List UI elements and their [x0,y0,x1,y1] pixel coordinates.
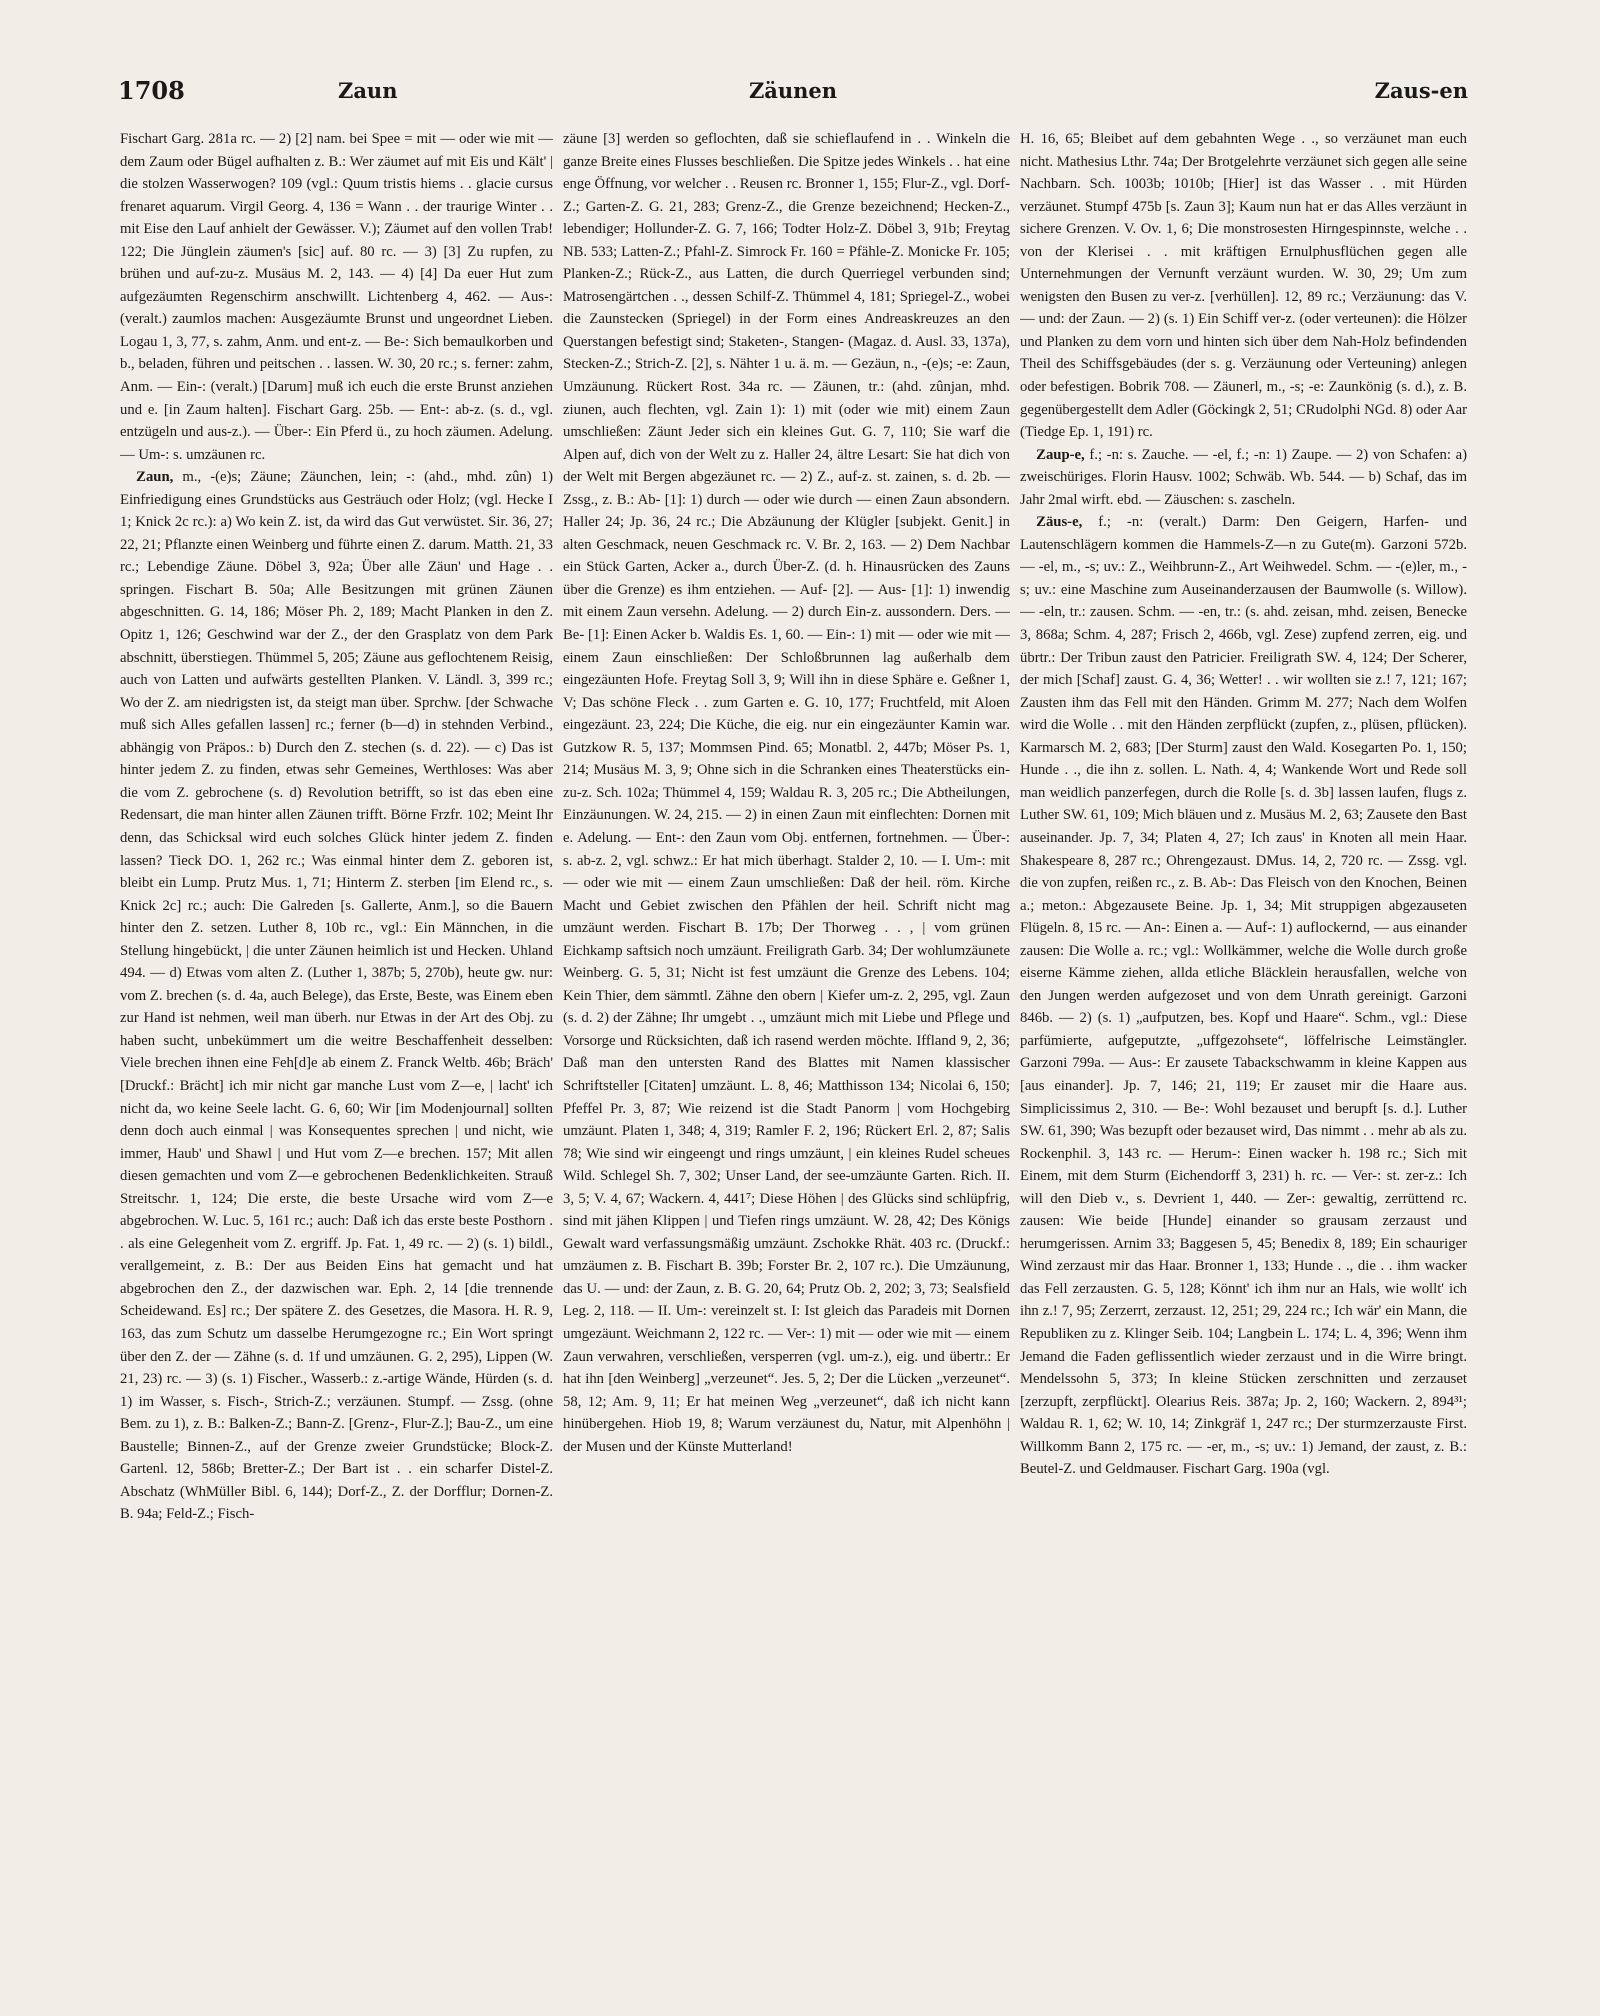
entry-text: H. 16, 65; Bleibet auf dem gebahnten Wege . ., so verzäunet man euch nicht. Mathesius Lthr. 74a; Der Brotgelehrte verzäunet sich gegen alle seine Nachbarn. Sch. 1003b; 1010b; [Hier] ist das Wasser . . mit Hürden verzäunet. Stumpf 475b [s. Zaun 3]; Kaum nun hat er das Alles verzäunt in sichere Grenzen. V. Ov. 1, 6; Die monstrosesten Hirngespinnste, welche . . von der Klerisei . . mit kräftigen Ernulphusflüchen gegen alle Unternehmungen der Vernunft verzäunt wurden. W. 30, 29; Um zum wenigsten den Busen zu ver-z. [verhüllen]. 12, 89 rc.; Verzäunung: das V. — und: der Zaun. — 2) (s. 1) Ein Schiff ver-z. (oder verteunen): die Hölzer und Planken zu dem vorn und hinten sich über dem Nah-Holz befindenden Theil des Schiffsgebäudes (der s. g. Verzäunung oder Verteuning) anlegen oder befestigen. Bobrik 708. — Zäunerl, m., -s; -e: Zaunkönig (s. d.), z. B. gegenübergestellt dem Adler (Göckingk 2, 51; CRudolphi NGd. 8) oder Aar (Tiedge Ep. 1, 191) rc. [1020,131,1467,441]
entry-continuation [563,128,1010,1458]
text-column-3 [1020,128,1467,1908]
entry-continuation [1020,128,1467,444]
entry-text: Fischart Garg. 281a rc. — 2) [2] nam. bei Spee = mit — oder wie mit — dem Zaum oder Bügel aufhalten z. B.: Wer zäumet auf mit Eis und Kält' | die stolzen Wasserwogen? 109 (vgl.: Quum tristis hiems . . glacie cursus frenaret aquarum. Virgil Georg. 4, 136 = Wann . . der traurige Winter . . mit Eise den Lauf anhielt der Gewässer. V.); Zäumet auf den vollen Trab! 122; Die Jünglein zäumen's [sic] auf. 80 rc. — 3) [3] Zu rupfen, zu brühen und auf-zu-z. Musäus M. 2, 143. — 4) [4] Da euer Hut zum aufgezäumten Regenschirm anschwillt. Lichtenberg 4, 462. — Aus-: (veralt.) zaumlos machen: Ausgezäumte Brunst und ungeordnet Lieben. Logau 1, 3, 77, s. zahm, Anm. und ent-z. — Be-: Sich bemaulkorben und b., beladen, führen und peitschen . . lassen. W. 30, 20 rc.; s. ferner: zahm, Anm. — Ein-: (veralt.) [Darum] muß ich euch die erste Brunst anziehen und e. [in Zaum halten]. Fischart Garg. 25b. — Ent-: ab-z. (s. d., vgl. entzügeln und aus-z.). — Über-: Ein Pferd ü., zu hoch zäumen. Adelung. — Um-: s. umzäunen rc. [120,131,553,463]
running-head-left: Zaun [338,78,398,103]
entry-text: zäune [3] werden so geflochten, daß sie schieflaufend in . . Winkeln die ganze Breite eines Flusses beschließen. Die Spitze jedes Winkels . . hat eine enge Öffnung, vor welcher . . Reusen rc. Bronner 1, 155; Flur-Z., vgl. Dorf-Z.; Garten-Z. G. 21, 283; Grenz-Z., die Grenze bezeichnend; Hecken-Z., lebendiger; Hollunder-Z. G. 7, 166; Todter Holz-Z. Döbel 3, 91b; Freytag NB. 533; Latten-Z.; Pfahl-Z. Simrock Fr. 160 = Pfähle-Z. Monicke Fr. 105; Planken-Z.; Rück-Z., aus Latten, die durch Querriegel verbunden sind; Matrosengärtchen . ., dessen Schilf-Z. Thümmel 4, 181; Spriegel-Z., wobei die Zaunstecken (Spriegel) in der Form eines Andreaskreuzes an den Querstangen befestigt sind; Staketen-, Stangen- (Magaz. d. Ausl. 33, 137a), Stecken-Z.; Strich-Z. [2], s. Nähter 1 u. ä. m. — Gezäun, n., -(e)s; -e: Zaun, Umzäunung. Rückert Rost. 34a rc. — Zäunen, tr.: (ahd. zûnjan, mhd. ziunen, auch flechten, vgl. Zain 1): 1) mit (oder wie mit) einem Zaun umschließen: Zäunt Jeder sich ein kleines Gut. G. 7, 110; Sie warf die Alpen auf, dich von der Welt zu z. Haller 24, ältre Lesart: Sie hat dich von der Welt mit Bergen abgezäunet rc. — 2) Z., auf-z. st. zainen, s. d. 2b. — Zssg., z. B.: Ab- [1]: 1) durch — oder wie durch — einen Zaun absondern. Haller 24; Jp. 36, 24 rc.; Die Abzäunung der Klügler [subjekt. Genit.] in alten Geschmack, neuen Geschmack rc. V. Br. 2, 163. — 2) Dem Nachbar ein Stück Garten, Acker a., durch Über-Z. (d. h. Hinausrücken des Zauns über die Grenze) es ihm entziehen. — Auf- [2]. — Aus- [1]: 1) inwendig mit einem Zaun versehn. Adelung. — 2) durch Ein-z. aussondern. Ders. — Be- [1]: Einen Acker b. Waldis Es. 1, 60. — Ein-: 1) mit — oder wie mit — einem Zaun einschließen: Der Schloßbrunnen lag außerhalb dem eingezäunten Hofe. Freytag Soll 3, 9; Will ihn in diese Sphäre e. Geßner 1, V; Das schöne Fleck . . zum Garten e. G. 10, 177; Fruchtfeld, mit Aloen eingezäunt. 23, 224; Die Küche, die eig. nur ein eingezäunter Kamin war. Gutzkow R. 5, 137; Mommsen Pind. 65; Monatbl. 2, 447b; Möser Ps. 1, 214; Musäus M. 3, 9; Ohne sich in die Schranken eines Theaterstücks ein-zu-z. Sch. 102a; Thümmel 4, 159; Waldau R. 3, 205 rc.; Die Abtheilungen, Einzäunungen. W. 24, 215. — 2) in einen Zaun mit einflechten: Dornen mit e. Adelung. — Ent-: den Zaun vom Obj. entfernen, fortnehmen. — Über-: s. ab-z. 2, vgl. schwz.: Er hat mich überhagt. Stalder 2, 10. — I. Um-: mit — oder wie mit — einem Zaun umschließen: Daß der heil. röm. Kirche Macht und Gebiet zwischen den Pfählen der heil. Schrift nicht mag umzäunt werden. Fischart B. 17b; Der Thorweg . . , | vom grünen Eichkamp saftsich noch umzäunt. Freiligrath Garb. 34; Der wohlumzäunete Weinberg. G. 5, 31; Nicht ist fest umzäunt die Grenze des Lebens. 104; Kein Thier, dem sämmtl. Zähne den obern | Kiefer um-z. 2, 295, vgl. Zaun (s. d. 2) der Zähne; Ihr umgebt . ., umzäunt mich mit Liebe und Pflege und Vorsorge und Rücksichten, daß ich rasend werden möchte. Iffland 9, 2, 36; Daß man den untersten Rand des Blattes mit Namen klassischer Schriftsteller [Citaten] umzäunt. L. 8, 46; Matthisson 134; Nicolai 6, 150; Pfeffel Pr. 3, 87; Wie reizend ist die Stadt Panorm | vom Hochgebirg umzäunt. Platen 1, 348; 4, 319; Ramler F. 2, 196; Rückert Erl. 2, 87; Salis 78; Wie sind wir eingeengt und rings umzäunt, | ein kleines Rudel scheues Wild. Schlegel Sh. 7, 302; Unser Land, der see-umzäunte Garten. Rich. II. 3, 5; V. 4, 67; Wackern. 4, 441⁷; Diese Höhen | des Glücks sind schlüpfrig, sind mit jähen Klippen | und Tiefen rings umzäunt. W. 28, 42; Des Königs Gewalt ward verfassungsmäßig umzäunt. Zschokke Rhät. 403 rc. (Druckf.: umzäumen z. B. Fischart B. 39b; Forster Br. 2, 107 rc.). Die Umzäunung, das U. — und: der Zaun, z. B. G. 20, 64; Prutz Ob. 2, 202; 3, 73; Sealsfield Leg. 2, 118. — II. Um-: vereinzelt st. I: Ist gleich das Paradeis mit Dornen umgezäunt. Weichmann 2, 122 rc. — Ver-: 1) mit — oder wie mit — einem Zaun verwahren, verschließen, versperren (vgl. um-z.), eig. und übertr.: Er hat ihn [den Weinberg] „verzeunet“. Jes. 5, 2; Der die Lücken „verzeunet“. 58, 12; Am. 9, 11; Er hat meinen Weg „verzeunet“, daß ich nicht kann hinübergehen. Hiob 19, 8; Warum verzäunest du, Natur, mit Alpenhöhn | der Musen und der Künste Mutterland! [563,131,1010,1455]
page-header [118,74,1468,108]
entry-zaun [120,466,553,1526]
text-column-1 [120,128,553,1908]
page-number: 1708 [118,76,185,105]
entry-zaeuse [1020,511,1467,1481]
entry-continuation [120,128,553,466]
headword: Zaun, [136,469,174,486]
headword: Zaup-e, [1036,446,1085,463]
text-column-2 [563,128,1010,1908]
headword: Zäus-e, [1036,514,1083,531]
running-head-center: Zäunen [748,78,838,103]
entry-text: m., -(e)s; Zäune; Zäunchen, lein; -: (ahd., mhd. zûn) 1) Einfriedigung eines Grundstücks aus Gesträuch oder Holz; (vgl. Hecke I 1; Knick 2c rc.): a) Wo kein Z. ist, da wird das Gut verwüstet. Sir. 36, 27; 22, 21; Pflanzte einen Weinberg und führte einen Z. darum. Matth. 21, 33 rc.; Lebendige Zäune. Döbel 3, 92a; Über alle Zäun' und Hage . . springen. Fischart B. 50a; Alle Besitzungen mit grünen Zäunen abgeschnitten. G. 14, 186; Möser Ph. 2, 189; Macht Planken in den Z. Opitz 1, 126; Geschwind war der Z., der den Grasplatz von dem Park abschnitt, überstiegen. Thümmel 5, 205; Zäune aus geflochtenem Reisig, auch von Latten und aufwärts gestellten Planken. V. Ländl. 3, 399 rc.; Wo der Z. am niedrigsten ist, da steigt man über. Sprchw. [der Schwache muß sich Alles gefallen lassen] rc.; ferner (b—d) in stehnden Verbind., abhängig von Präpos.: b) Durch den Z. stechen (s. d. 22). — c) Das ist hinter jedem Z. zu finden, etwas sehr Gemeines, Werthloses: Was aber die vom Z. gebrochene (s. d) Revolution betrifft, so ist das eben eine Redensart, die man hinter allen Zäunen trifft. Börne Frzfr. 102; Meint Ihr denn, das Schicksal wird euch solches Glück hinter jedem Z. finden lassen? Tieck DO. 1, 262 rc.; Was einmal hinter dem Z. geboren ist, bleibt ein Lump. Prutz Mus. 1, 71; Hinterm Z. sterben [im Elend rc., s. Knick 2c] rc.; auch: Die Galreden [s. Gallerte, Anm.], so die Bauern hinter den Z. setzen. Luther 8, 10b rc., vgl.: Ein Männchen, in die Stellung hingebückt, | die unter Zäunen heimlich ist und Hecken. Uhland 494. — d) Etwas vom alten Z. (Luther 1, 387b; 5, 270b), heute gw. nur: vom Z. brechen (s. d. 4a, auch Belege), das Erste, Beste, was Einem eben zur Hand ist nehmen, weil man überh. nur Etwas in der Art des Obj. zu haben sucht, unbekümmert um die weitre Beschaffenheit desselben: Viele brechen ihnen eine Feh[d]e ab einem Z. Franck Weltb. 46b; Bräch' [Druckf.: Brächt] ich mir nicht gar manche Lust vom Z—e, | lacht' ich nicht da, wo keine Seele lacht. G. 6, 60; Wir [im Modenjournal] sollten denn doch auch einmal | was Konsequentes sprechen | und nicht, wie immer, Haub' und Shawl | und Hut vom Z—e brechen. 157; Mit allen diesen gemachten und vom Z—e gebrochenen Bedenklichkeiten. Strauß Streitschr. 1, 124; Die erste, die beste Ursache wird vom Z—e abgebrochen. W. Luc. 5, 161 rc.; auch: Daß ich das erste beste Posthorn . . als eine Gelegenheit vom Z. ergriff. Jp. Fat. 1, 49 rc. — 2) (s. 1) bildl., verallgemeint, z. B.: Der aus Beiden Eins hat gemacht und hat abgebrochen den Z., der dazwischen war. Eph. 2, 14 [die trennende Scheidewand. Es] rc.; Der spätere Z. des Gesetzes, die Masora. H. R. 9, 163, das zum Schutz um dasselbe Herumgezogne rc.; Ein Wort springt über den Z. der — Zähne (s. d. 1f und umzäunen. G. 2, 295), Lippen (W. 21, 23) rc. — 3) (s. 1) Fischer., Wasserb.: z.-artige Wände, Hürden (s. d. 1) im Wasser, s. Fisch-, Strich-Z.; verzäunen. Stumpf. — Zssg. (ohne Bem. zu 1), z. B.: Balken-Z.; Bann-Z. [Grenz-, Flur-Z.]; Bau-Z., um eine Baustelle; Binnen-Z., auf der Grenze zweier Grundstücke; Block-Z. Gartenl. 12, 586b; Bretter-Z.; Der Bart ist . . ein scharfer Distel-Z. Abschatz (WhMüller Bibl. 6, 144); Dorf-Z., Z. der Dorfflur; Dornen-Z. B. 94a; Feld-Z.; Fisch- [120,469,553,1523]
entry-zaupe [1020,444,1467,512]
entry-text: f.; -n: s. Zauche. — -el, f.; -n: 1) Zaupe. — 2) von Schafen: a) zweischüriges. Florin Hausv. 1002; Schwäb. Wb. 544. — b) Schaf, das im Jahr 2mal wirft. ebd. — Zäuschen: s. zascheln. [1020,446,1467,508]
entry-text: f.; -n: (veralt.) Darm: Den Geigern, Harfen- und Lautenschlägern kommen die Hammels-Z—n zu Gute(m). Garzoni 572b. — -el, m., -s; uv.: Z., Weihbrunn-Z., Art Weihwedel. Schm. — -(e)ler, m., -s; uv.: eine Maschine zum Auseinanderzausen der Baumwolle (s. Willow). — -eln, tr.: zausen. Schm. — -en, tr.: (s. ahd. zeisan, mhd. zeisen, Benecke 3, 868a; Schm. 4, 287; Frisch 2, 466b, vgl. Zese) zupfend zerren, eig. und übrtr.: Der Tribun zaust den Patricier. Freiligrath SW. 4, 124; Der Scherer, der mich [Schaf] zaust. G. 4, 36; Wetter! . . wir wollten sie z.! 7, 121; 167; Zausten ihm das Fell mit den Händen. Grimm M. 277; Nach dem Wolfen wird die Wolle . . mit den Händen zerpflückt (zupfen, z., plüsen, pflücken). Karmarsch M. 2, 683; [Der Sturm] zaust den Wald. Kosegarten Po. 1, 150; Hunde . ., die ihn z. sollen. L. Nath. 4, 4; Wankende Wort und Rede soll man weidlich panzerfegen, durch die Rolle [s. d. 3b] lassen laufen, flugs z. Luther SW. 61, 109; Mich bläuen und z. Musäus M. 2, 63; Zausete den Bast auseinander. Jp. 7, 34; Platen 4, 27; Ich zaus' in Knoten all mein Haar. Shakespeare 8, 287 rc.; Ohrengezaust. DMus. 14, 2, 720 rc. — Zssg. vgl. die von zupfen, reißen rc., z. B. Ab-: Das Fleisch von den Knochen, Beinen a.; meton.: Abgezausete Beine. Jp. 1, 34; Mit struppigen abgezauseten Flügeln. 8, 15 rc. — An-: Einen a. — Auf-: 1) auflockernd, — aus einander zausen: Die Wolle a. rc.; vgl.: Wollkämmer, welche die Wolle durch große eiserne Kämme ziehen, allda etliche Bläcklein herausfallen, welche von den Jungen werden aufgezoset und von dem Unrath gereinigt. Garzoni 846b. — 2) (s. 1) „aufputzen, bes. Kopf und Haare“. Schm., vgl.: Diese parfümierte, aufgeputzte, „uffgezohsete“, löffelrische Leimstängler. Garzoni 799a. — Aus-: Er zausete Tabackschwamm in kleine Kappen aus [aus einander]. Jp. 7, 146; 21, 119; Er zauset mir die Haare aus. Simplicissimus 2, 310. — Be-: Wohl bezauset und berupft [s. d.]. Luther SW. 61, 390; Was bezupft oder bezauset wird, Das nimmt . . mehr ab als zu. Rockenphil. 3, 143 rc. — Herum-: Einen wacker h. 198 rc.; Sich mit Einem, mit dem Sturm (Eichendorff 3, 231) h. rc. — Ver-: st. zer-z.: Ich will den Dieb v., s. Devrient 1, 440. — Zer-: gewaltig, zerrüttend rc. zausen: Wie beide [Hunde] einander so grausam zerzaust und herumgerissen. Arnim 33; Baggesen 5, 45; Benedix 8, 189; Ein schauriger Wind zerzaust mir das Haar. Bronner 1, 133; Hunde . ., die . . ihm wacker das Fell zerzausten. G. 5, 128; Könnt' ich ihm nur an Hals, wie wollt' ich ihn z.! 7, 95; Zerzerrt, zerzaust. 12, 251; 29, 224 rc.; Ich wär' ein Mann, die Republiken zu z. Klinger Seib. 104; Langbein L. 174; L. 4, 396; Wenn ihm Jemand die Faden geflissentlich wieder zerzaust und in die Wirre bringt. Mendelssohn 5, 373; In kleine Stücken zerschnitten und zerzauset [zerzupft, zerpflückt]. Olearius Reis. 387a; Jp. 2, 160; Wackern. 2, 894³¹; Waldau R. 1, 62; W. 10, 14; Zinkgräf 1, 247 rc.; Der sturmzerzauste First. Willkomm Bann 2, 175 rc. — -er, m., -s; uv.: 1) Jemand, der zaust, z. B.: Beutel-Z. und Geldmauser. Fischart Garg. 190a (vgl. [1020,514,1467,1478]
running-head-right: Zaus-en [1374,78,1468,103]
